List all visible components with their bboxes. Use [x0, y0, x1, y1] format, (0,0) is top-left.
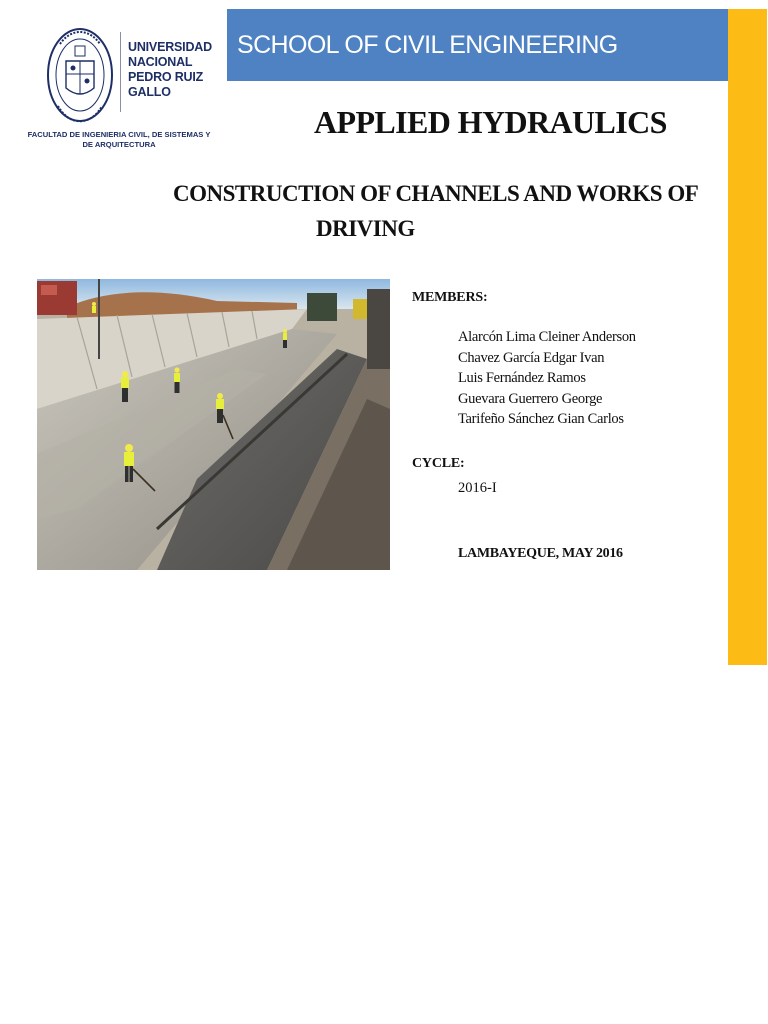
cycle-label: CYCLE: — [412, 456, 465, 471]
members-list — [458, 327, 636, 430]
university-name-line: PEDRO RUIZ — [128, 70, 204, 84]
university-seal-icon — [46, 26, 114, 124]
school-name: SCHOOL OF CIVIL ENGINEERING — [237, 31, 618, 59]
channel-construction-photo — [37, 279, 390, 570]
member-name: Guevara Guerrero George — [458, 390, 603, 407]
project-title-line-2: DRIVING — [316, 216, 415, 241]
faculty-line: DE ARQUITECTURA — [82, 140, 156, 149]
cycle-value: 2016-I — [458, 480, 497, 496]
members-label: MEMBERS: — [412, 290, 488, 305]
side-accent-stripe — [728, 9, 767, 665]
place-and-date: LAMBAYEQUE, MAY 2016 — [458, 546, 623, 561]
university-name-line: NACIONAL — [128, 55, 193, 69]
university-name-line: UNIVERSIDAD — [128, 40, 212, 54]
faculty-name — [24, 130, 214, 150]
member-name: Chavez García Edgar Ivan — [458, 349, 605, 366]
member-name: Luis Fernández Ramos — [458, 370, 586, 387]
course-title: APPLIED HYDRAULICS — [314, 104, 667, 140]
header-banner — [227, 9, 728, 81]
logo-divider — [120, 32, 121, 112]
university-name-line: GALLO — [128, 85, 171, 99]
project-title-line-1: CONSTRUCTION OF CHANNELS AND WORKS OF — [173, 181, 699, 206]
member-name: Tarifeño Sánchez Gian Carlos — [458, 411, 624, 428]
faculty-line: FACULTAD DE INGENIERIA CIVIL, DE SISTEMAS Y — [27, 130, 211, 139]
member-name: Alarcón Lima Cleiner Anderson — [458, 329, 636, 345]
university-name — [128, 40, 212, 100]
